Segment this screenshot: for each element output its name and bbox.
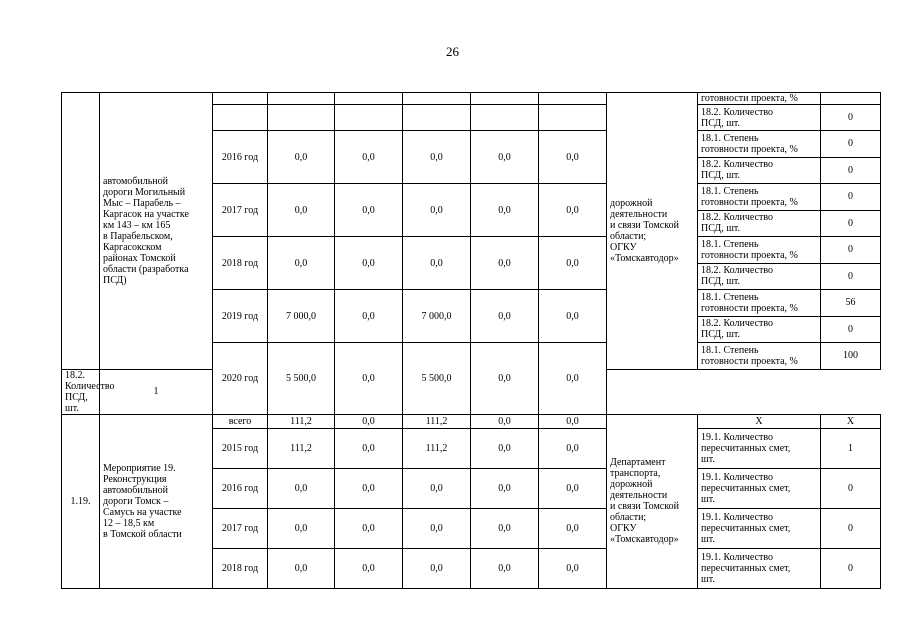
- text-line: деятельности: [610, 208, 668, 220]
- text-line: шт.: [701, 453, 715, 465]
- year-cell: всего: [213, 414, 268, 428]
- executor-cell: [607, 414, 698, 588]
- value-cell: 0,0: [335, 508, 403, 548]
- text-line: ПСД, шт.: [701, 117, 741, 129]
- value-cell: 0,0: [471, 343, 539, 415]
- text-line: деятельности: [610, 490, 668, 501]
- value-cell: 0,0: [539, 184, 607, 237]
- value-cell: 0,0: [268, 548, 335, 588]
- indicator-cell: [698, 131, 821, 158]
- row-number-cell: [62, 93, 100, 370]
- value-cell: 0,0: [335, 290, 403, 343]
- value-cell: 0,0: [471, 290, 539, 343]
- indicator-cell: [698, 237, 821, 264]
- value-cell: [335, 105, 403, 131]
- result-cell: 0: [821, 131, 881, 158]
- value-cell: 0,0: [268, 184, 335, 237]
- text-line: 19.1. Количество: [701, 511, 774, 523]
- text-line: пересчитанных смет,: [701, 562, 791, 574]
- value-cell: 0,0: [403, 508, 471, 548]
- value-cell: 0,0: [539, 548, 607, 588]
- year-cell: 2019 год: [213, 290, 268, 343]
- value-cell: 0,0: [268, 508, 335, 548]
- text-line: готовности проекта, %: [701, 355, 798, 367]
- text-line: 18.2. Количество: [701, 265, 774, 277]
- result-cell: 1: [100, 369, 213, 414]
- value-cell: 0,0: [268, 468, 335, 508]
- text-line: ПСД, шт.: [701, 223, 741, 235]
- value-cell: 0,0: [335, 468, 403, 508]
- year-cell: 2018 год: [213, 237, 268, 290]
- text-line: км 143 – км 165: [103, 219, 171, 231]
- result-cell: 0: [821, 210, 881, 237]
- text-line: и связи Томской: [610, 501, 679, 512]
- text-line: области;: [610, 230, 647, 242]
- value-cell: 0,0: [539, 290, 607, 343]
- indicator-cell: [698, 548, 821, 588]
- value-cell: 111,2: [268, 414, 335, 428]
- value-cell: 0,0: [539, 414, 607, 428]
- value-cell: [268, 93, 335, 105]
- text-line: области;: [610, 512, 647, 523]
- text-line: ПСД, шт.: [65, 391, 88, 414]
- text-line: ОГКУ: [610, 523, 637, 534]
- text-line: Каргасок на участке: [103, 208, 189, 220]
- text-line: пересчитанных смет,: [701, 442, 791, 454]
- text-line: автомобильной: [103, 175, 168, 187]
- text-line: в Парабельском,: [103, 230, 173, 242]
- text-line: 18.1. Степень: [701, 185, 759, 197]
- year-cell: 2017 год: [213, 184, 268, 237]
- text-line: в Томской области: [103, 528, 182, 540]
- executor-cell: [607, 93, 698, 370]
- result-cell: 1: [821, 428, 881, 468]
- text-line: Мероприятие 19.: [103, 462, 176, 474]
- indicator-cell: [698, 263, 821, 290]
- result-cell: 100: [821, 343, 881, 370]
- indicator-cell: X: [698, 414, 821, 428]
- text-line: дороги Томск –: [103, 495, 169, 507]
- value-cell: [471, 105, 539, 131]
- indicator-cell: [62, 369, 115, 414]
- row-number-cell: 1.19.: [62, 414, 100, 588]
- indicator-cell: [698, 184, 821, 211]
- text-line: ПСД, шт.: [701, 276, 741, 288]
- result-cell: 56: [821, 290, 881, 317]
- result-cell: 0: [821, 237, 881, 264]
- value-cell: 0,0: [403, 548, 471, 588]
- text-line: 18.2. Количество: [701, 212, 774, 224]
- value-cell: [268, 105, 335, 131]
- text-line: области (разработка: [103, 263, 189, 275]
- value-cell: 0,0: [335, 343, 403, 415]
- value-cell: 0,0: [268, 237, 335, 290]
- value-cell: 0,0: [471, 508, 539, 548]
- value-cell: 0,0: [403, 184, 471, 237]
- value-cell: 0,0: [471, 414, 539, 428]
- value-cell: 7 000,0: [403, 290, 471, 343]
- year-cell: 2017 год: [213, 508, 268, 548]
- value-cell: 0,0: [403, 237, 471, 290]
- text-line: 18.1. Степень: [701, 238, 759, 250]
- value-cell: 0,0: [471, 184, 539, 237]
- result-cell: 0: [821, 508, 881, 548]
- text-line: транспорта,: [610, 468, 661, 479]
- result-cell: 0: [821, 468, 881, 508]
- value-cell: 0,0: [471, 428, 539, 468]
- value-cell: 0,0: [335, 428, 403, 468]
- text-line: 18.2. Количество: [701, 318, 774, 330]
- result-cell: 0: [821, 184, 881, 211]
- text-line: ПСД, шт.: [701, 329, 741, 341]
- text-line: 19.1. Количество: [701, 431, 774, 443]
- text-line: Каргасокском: [103, 241, 162, 253]
- text-line: дорожной: [610, 479, 653, 490]
- value-cell: [403, 105, 471, 131]
- text-line: готовности проекта, %: [701, 196, 798, 208]
- text-line: готовности проекта, %: [701, 143, 798, 155]
- text-line: 19.1. Количество: [701, 551, 774, 563]
- value-cell: 0,0: [539, 468, 607, 508]
- text-line: готовности проекта, %: [701, 302, 798, 314]
- value-cell: 0,0: [335, 131, 403, 184]
- value-cell: 111,2: [403, 428, 471, 468]
- indicator-cell: готовности проекта, %: [698, 93, 821, 105]
- text-line: 18.2. Количество: [701, 106, 774, 118]
- text-line: дороги Могильный: [103, 186, 186, 198]
- text-line: Департамент: [610, 457, 666, 468]
- value-cell: 5 500,0: [403, 343, 471, 415]
- text-line: районах Томской: [103, 252, 176, 264]
- indicator-cell: [698, 508, 821, 548]
- value-cell: 0,0: [403, 131, 471, 184]
- value-cell: [403, 93, 471, 105]
- value-cell: 0,0: [471, 131, 539, 184]
- text-line: пересчитанных смет,: [701, 482, 791, 494]
- indicator-cell: [698, 290, 821, 317]
- text-line: ОГКУ: [610, 241, 637, 253]
- value-cell: 0,0: [471, 468, 539, 508]
- result-cell: [821, 93, 881, 105]
- text-line: 18.2. Количество: [65, 369, 115, 392]
- value-cell: 0,0: [335, 184, 403, 237]
- text-line: 18.1. Степень: [701, 344, 759, 356]
- result-cell: 0: [821, 105, 881, 131]
- program-table: [61, 92, 881, 589]
- value-cell: 0,0: [539, 428, 607, 468]
- value-cell: [539, 105, 607, 131]
- text-line: шт.: [701, 533, 715, 545]
- measure-name-cell: [100, 414, 213, 588]
- value-cell: 0,0: [539, 508, 607, 548]
- indicator-cell: [698, 210, 821, 237]
- indicator-cell: [698, 105, 821, 131]
- table-row: [62, 414, 881, 428]
- result-cell: 0: [821, 263, 881, 290]
- text-line: Реконструкция: [103, 473, 167, 485]
- year-cell: 2018 год: [213, 548, 268, 588]
- value-cell: 7 000,0: [268, 290, 335, 343]
- text-line: и связи Томской: [610, 219, 679, 231]
- value-cell: 111,2: [403, 414, 471, 428]
- value-cell: 111,2: [268, 428, 335, 468]
- value-cell: 0,0: [471, 237, 539, 290]
- indicator-cell: [698, 343, 821, 370]
- value-cell: 0,0: [403, 468, 471, 508]
- value-cell: 0,0: [539, 237, 607, 290]
- year-cell: 2016 год: [213, 131, 268, 184]
- value-cell: [539, 93, 607, 105]
- text-line: «Томскавтодор»: [610, 252, 679, 264]
- measure-name-cell: [100, 93, 213, 370]
- text-line: шт.: [701, 573, 715, 585]
- year-cell: 2015 год: [213, 428, 268, 468]
- result-cell: 0: [821, 548, 881, 588]
- result-cell: 0: [821, 157, 881, 184]
- text-line: 18.2. Количество: [701, 159, 774, 171]
- value-cell: 5 500,0: [268, 343, 335, 415]
- value-cell: 0,0: [539, 343, 607, 415]
- value-cell: [213, 105, 268, 131]
- value-cell: [213, 93, 268, 105]
- value-cell: 0,0: [539, 131, 607, 184]
- text-line: 12 – 18,5 км: [103, 517, 155, 529]
- value-cell: [471, 93, 539, 105]
- text-line: 19.1. Количество: [701, 471, 774, 483]
- indicator-cell: [698, 428, 821, 468]
- page-number: 26: [446, 44, 459, 59]
- text-line: 18.1. Степень: [701, 291, 759, 303]
- text-line: дорожной: [610, 197, 653, 209]
- indicator-cell: [698, 468, 821, 508]
- value-cell: 0,0: [471, 548, 539, 588]
- text-line: 18.1. Степень: [701, 132, 759, 144]
- table-row: [62, 93, 881, 105]
- text-line: автомобильной: [103, 484, 168, 496]
- value-cell: 0,0: [268, 131, 335, 184]
- year-cell: 2016 год: [213, 468, 268, 508]
- text-line: Самусь на участке: [103, 506, 182, 518]
- result-cell: X: [821, 414, 881, 428]
- value-cell: 0,0: [335, 548, 403, 588]
- text-line: готовности проекта, %: [701, 249, 798, 261]
- indicator-cell: [698, 157, 821, 184]
- text-line: «Томскавтодор»: [610, 534, 679, 545]
- text-line: Мыс – Парабель –: [103, 197, 181, 209]
- text-line: пересчитанных смет,: [701, 522, 791, 534]
- text-line: шт.: [701, 493, 715, 505]
- text-line: ПСД, шт.: [701, 170, 741, 182]
- result-cell: 0: [821, 316, 881, 343]
- value-cell: 0,0: [335, 414, 403, 428]
- value-cell: [335, 93, 403, 105]
- text-line: ПСД): [103, 274, 127, 286]
- year-cell: 2020 год: [213, 343, 268, 415]
- indicator-cell: [698, 316, 821, 343]
- value-cell: 0,0: [335, 237, 403, 290]
